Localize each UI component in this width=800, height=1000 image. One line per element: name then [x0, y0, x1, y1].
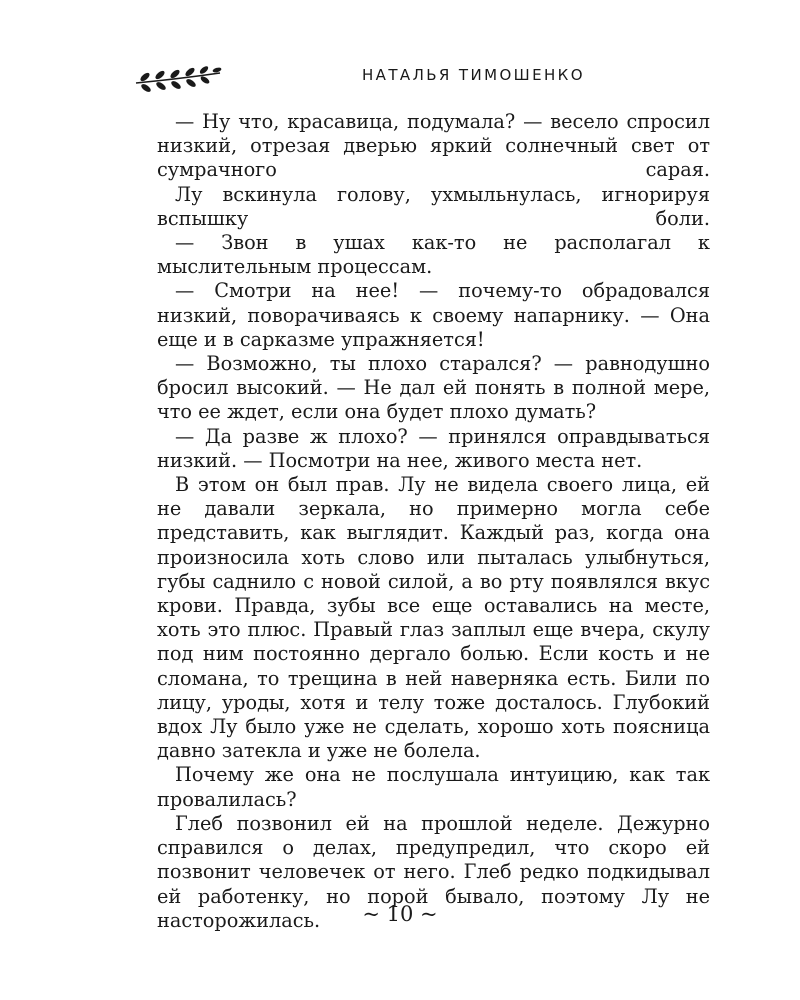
paragraph: — Да разве ж плохо? — принялся оправдываться низкий. — Посмотри на нее, живого места нет.	[157, 424, 710, 472]
paragraph: Лу вскинула голову, ухмыльнулась, игнорируя вспышку боли.	[157, 182, 710, 230]
author-name: НАТАЛЬЯ ТИМОШЕНКО	[362, 66, 585, 84]
paragraph: — Звон в ушах как-то не располагал к мыслительным процессам.	[157, 231, 710, 279]
paragraph: В этом он был прав. Лу не видела своего лица, ей не давали зеркала, но примерно могла себе представить, как выглядит. Каждый раз, когда она произносила хоть слово или пыталась улыбнуться, губы саднило с новой силой, а во рту появлялся вкус крови. Правда, зубы все еще оставались на месте, хоть это плюс. Правый глаз заплыл еще вчера, скулу под ним постоянно дергало болью. Если кость и не сломана, то трещина в ней наверняка есть. Били по лицу, уроды, хотя и телу тоже досталось. Глубокий вдох Лу было уже не сделать, хорошо хоть поясница давно затекла и уже не болела.	[157, 473, 710, 763]
paragraph: — Возможно, ты плохо старался? — равнодушно бросил высокий. — Не дал ей понять в полной мере, что ее ждет, если она будет плохо думать?	[157, 352, 710, 424]
page-body	[157, 110, 710, 933]
paragraph: Почему же она не послушала интуицию, как так провалилась?	[157, 763, 710, 811]
page-number: ~ 10 ~	[362, 902, 438, 926]
paragraph: Глеб позвонил ей на прошлой неделе. Дежурно справился о делах, предупредил, что скоро ей позвонит человечек от него. Глеб редко подкидывал ей работенку, но порой бывало, поэтому Лу не насторожилась.	[157, 811, 710, 932]
laurel-branch-icon	[133, 64, 223, 94]
paragraph: — Ну что, красавица, подумала? — весело спросил низкий, отрезая дверью яркий солнечный свет от сумрачного сарая.	[157, 110, 710, 182]
running-header	[130, 60, 710, 100]
paragraph: — Смотри на нее! — почему-то обрадовался низкий, поворачиваясь к своему напарнику. — Она еще и в сарказме упражняется!	[157, 279, 710, 351]
